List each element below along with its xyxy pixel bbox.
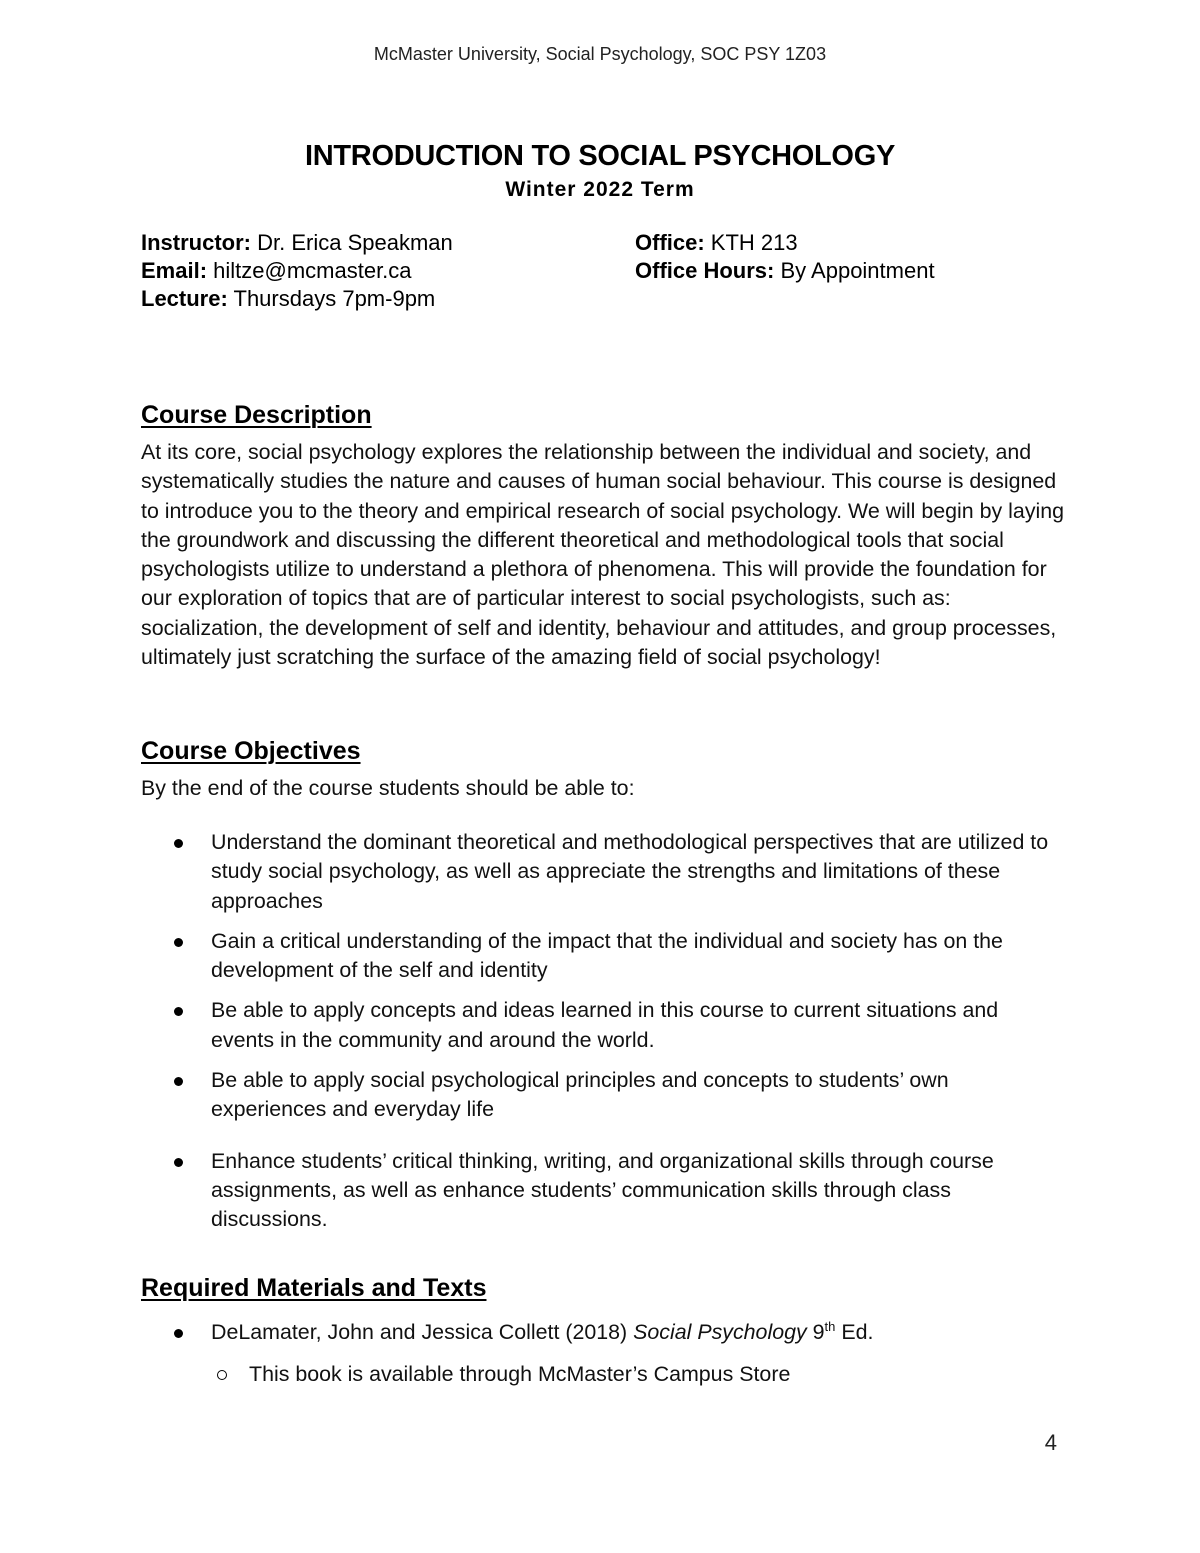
list-item-text: Understand the dominant theoretical and methodological perspectives that are utilized to study social psychology, as well as appreciate the strengths and limitations of these approaches <box>211 830 1049 913</box>
book-authors: DeLamater, John and Jessica Collett (2018) <box>211 1320 634 1344</box>
list-item <box>141 1147 1066 1235</box>
page-number: 4 <box>1044 1430 1057 1455</box>
bullet-icon <box>174 938 183 947</box>
info-value: KTH 213 <box>704 230 798 255</box>
objectives-list <box>141 828 1066 1235</box>
document-title: INTRODUCTION TO SOCIAL PSYCHOLOGY <box>304 140 895 172</box>
info-label: Instructor: <box>141 230 251 255</box>
list-item-text: Be able to apply concepts and ideas learned in this course to current situations and events in the community and around the world. <box>211 998 999 1052</box>
info-value: Dr. Erica Speakman <box>251 230 453 255</box>
bullet-icon <box>174 1007 183 1016</box>
course-description-heading: Course Description <box>141 401 372 429</box>
book-edition-label: Ed. <box>835 1320 874 1344</box>
info-value: hiltze@mcmaster.ca <box>207 258 412 283</box>
list-item <box>141 1318 1066 1347</box>
info-value: Thursdays 7pm-9pm <box>227 286 436 311</box>
bullet-icon <box>174 1077 183 1086</box>
sub-list-item-text: This book is available through McMaster’s Campus Store <box>249 1362 791 1386</box>
list-item-text: Gain a critical understanding of the impact that the individual and society has on the development of the self and identity <box>211 928 1003 983</box>
required-materials-heading: Required Materials and Texts <box>141 1274 487 1302</box>
info-label: Office Hours: <box>635 258 775 283</box>
circle-bullet-icon <box>217 1370 227 1380</box>
book-edition-suffix: th <box>824 1318 836 1334</box>
instructor-row <box>141 229 453 257</box>
office-row <box>635 229 935 257</box>
bullet-icon <box>174 1158 183 1167</box>
course-objectives-heading: Course Objectives <box>141 737 361 765</box>
list-item <box>141 1066 1066 1125</box>
lecture-row <box>141 285 453 313</box>
course-objectives-intro: By the end of the course students should be able to: <box>141 776 635 800</box>
course-info-right <box>635 229 935 285</box>
list-item-text: Be able to apply social psychological principles and concepts to students’ own experiences and everyday life <box>211 1068 949 1122</box>
list-item-text: Enhance students’ critical thinking, writing, and organizational skills through course assignments, as well as enhance students’ communication skills through class discussions. <box>211 1148 994 1232</box>
info-label: Lecture: <box>141 286 228 311</box>
info-label: Email: <box>141 258 208 283</box>
list-item <box>141 927 1066 986</box>
list-item <box>141 828 1066 916</box>
materials-list <box>141 1318 1066 1347</box>
office-hours-row <box>635 257 935 285</box>
list-item <box>141 996 1066 1055</box>
bullet-icon <box>174 1329 183 1338</box>
bullet-icon <box>174 839 183 848</box>
running-header: McMaster University, Social Psychology, SOC PSY 1Z03 <box>373 44 827 64</box>
term-subtitle: Winter 2022 Term <box>505 178 695 201</box>
info-value: By Appointment <box>774 258 935 283</box>
email-row <box>141 257 453 285</box>
course-description-text: At its core, social psychology explores the relationship between the individual and society, and systematically studies the nature and causes of human social behaviour. This course is designed to introduce you to the theory and empirical research of social psychology. We will begin by laying the groundwork and discussing the different theoretical and methodological tools that social psychologists utilize to understand a plethora of phenomena. This will provide the foundation for our exploration of topics that are of particular interest to social psychologists, such as: socialization, the development of self and identity, behaviour and attitudes, and group processes, ultimately just scratching the surface of the amazing field of social psychology! <box>141 440 1065 670</box>
sub-list-item <box>249 1360 790 1389</box>
info-label: Office: <box>635 230 705 255</box>
book-edition-number: 9 <box>806 1320 825 1344</box>
book-title: Social Psychology <box>633 1320 807 1344</box>
course-info-left <box>141 229 453 313</box>
